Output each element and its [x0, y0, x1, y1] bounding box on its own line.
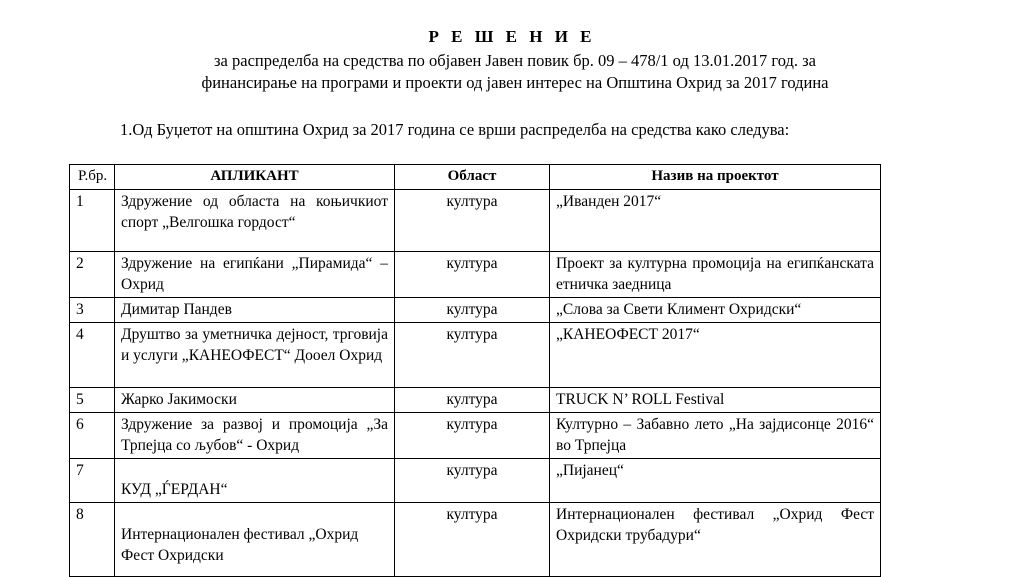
row-applicant: Друштво за уметничка дејност, трговија и услуги „КАНЕОФЕСТ“ Дооел Охрид — [115, 323, 395, 388]
table-row — [70, 190, 881, 252]
row-area: култура — [395, 190, 550, 252]
document-subtitle — [120, 50, 910, 94]
row-applicant — [115, 459, 395, 503]
row-applicant: Димитар Пандев — [115, 298, 395, 323]
row-project: „КАНЕОФЕСТ 2017“ — [550, 323, 881, 388]
row-project: Интернационален фестивал „Охрид Фест Охридски трубадури“ — [550, 503, 881, 577]
row-applicant: Здружение на египќани „Пирамида“ – Охрид — [115, 252, 395, 298]
row-area: култура — [395, 298, 550, 323]
intro-paragraph: 1.Од Буџетот на општина Охрид за 2017 година се врши распределба на средства како следува: — [120, 120, 790, 139]
table-row — [70, 323, 881, 388]
table-row — [70, 298, 881, 323]
header-number: Р.бр. — [70, 165, 115, 190]
row-area: култура — [395, 388, 550, 413]
table-row — [70, 388, 881, 413]
row-number: 4 — [70, 323, 115, 388]
row-number: 8 — [70, 503, 115, 577]
subtitle-line-2: финансирање на програми и проекти од јавен интерес на Општина Охрид за 2017 година — [201, 73, 829, 92]
row-applicant-text: Интернационален фестивал „Охрид Фест Охридски — [121, 526, 359, 564]
row-project: „Иванден 2017“ — [550, 190, 881, 252]
row-applicant-text: КУД „ЃЕРДАН“ — [121, 481, 228, 498]
header-project: Назив на проектот — [550, 165, 881, 190]
row-applicant — [115, 503, 395, 577]
row-number: 7 — [70, 459, 115, 503]
row-area: култура — [395, 413, 550, 459]
row-project: Културно – Забавно лето „На зајдисонце 2016“ во Трпејца — [550, 413, 881, 459]
header-applicant: АПЛИКАНТ — [115, 165, 395, 190]
table-header-row — [70, 165, 881, 190]
table-row — [70, 252, 881, 298]
document-title: Р Е Ш Е Н И Е — [428, 27, 596, 46]
row-number: 3 — [70, 298, 115, 323]
table-row — [70, 503, 881, 577]
row-project: „Пијанец“ — [550, 459, 881, 503]
row-project: TRUCK N’ ROLL Festival — [550, 388, 881, 413]
row-applicant: Здружение од областа на коњичкиот спорт „Велгошка гордост“ — [115, 190, 395, 252]
header-area: Област — [395, 165, 550, 190]
row-area: култура — [395, 323, 550, 388]
row-area: култура — [395, 503, 550, 577]
row-area: култура — [395, 252, 550, 298]
row-project: „Слова за Свети Климент Охридски“ — [550, 298, 881, 323]
row-applicant: Здружение за развој и промоција „За Трпејца со љубов“ - Охрид — [115, 413, 395, 459]
row-number: 6 — [70, 413, 115, 459]
grants-table — [69, 164, 881, 577]
row-applicant: Жарко Јакимоски — [115, 388, 395, 413]
subtitle-line-1: за распределба на средства по објавен Јавен повик бр. 09 – 478/1 од 13.01.2017 год. за — [214, 51, 816, 70]
row-number: 5 — [70, 388, 115, 413]
row-area: култура — [395, 459, 550, 503]
row-project: Проект за културна промоција на египќанската етничка заедница — [550, 252, 881, 298]
row-number: 1 — [70, 190, 115, 252]
table-row — [70, 459, 881, 503]
table-row — [70, 413, 881, 459]
row-number: 2 — [70, 252, 115, 298]
